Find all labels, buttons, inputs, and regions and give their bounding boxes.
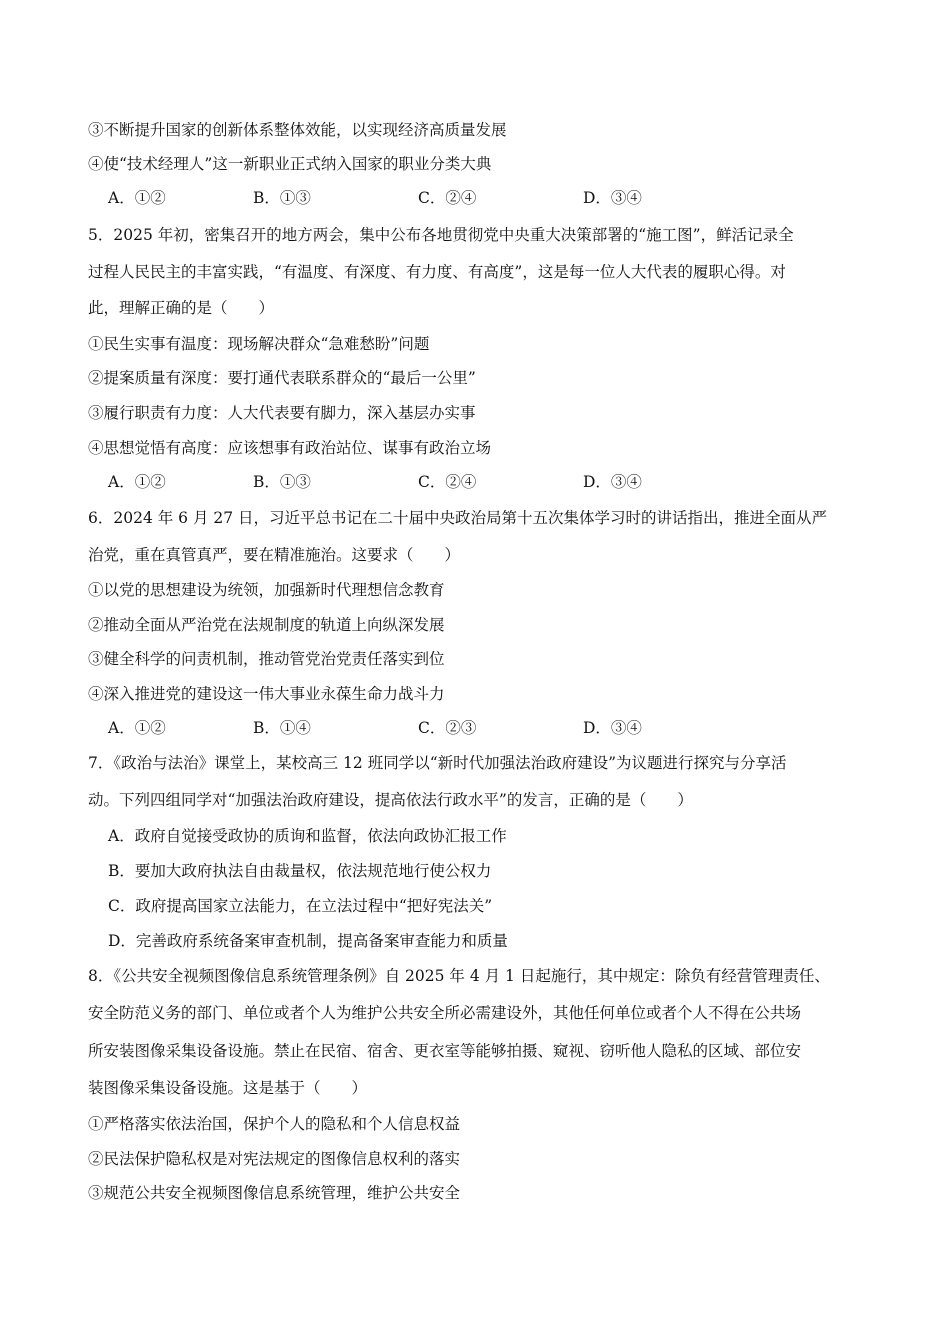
q6-option-a: A．①② — [108, 719, 166, 737]
q7-stem-line-1: 7．《政治与法治》课堂上，某校高三 12 班同学以“新时代加强法治政府建设”为议题进行探究与分享活 — [88, 754, 787, 772]
q8-item-3: ③规范公共安全视频图像信息系统管理，维护公共安全 — [88, 1184, 461, 1202]
q6-option-b: B．①④ — [253, 719, 311, 737]
q7-choice-a: A．政府自觉接受政协的质询和监督，依法向政协汇报工作 — [108, 827, 507, 845]
q4-option-a: A．①② — [108, 189, 166, 207]
q6-item-1: ①以党的思想建设为统领，加强新时代理想信念教育 — [88, 581, 445, 599]
q4-option-c: C．②④ — [418, 189, 477, 207]
q4-item-3: ③不断提升国家的创新体系整体效能，以实现经济高质量发展 — [88, 121, 507, 139]
q7-choice-d: D．完善政府系统备案审查机制，提高备案审查能力和质量 — [108, 932, 508, 950]
q8-stem-line-4: 装图像采集设备设施。这是基于（ ） — [88, 1079, 368, 1097]
q6-option-d: D．③④ — [583, 719, 642, 737]
q8-stem-line-1: 8．《公共安全视频图像信息系统管理条例》自 2025 年 4 月 1 日起施行，其中规定：除负有经营管理责任、 — [88, 967, 830, 985]
q5-stem-line-2: 过程人民民主的丰富实践，“有温度、有深度、有力度、有高度”，这是每一位人大代表的履职心得。对 — [88, 263, 786, 281]
q5-stem-line-3: 此，理解正确的是（ ） — [88, 299, 275, 317]
q6-item-2: ②推动全面从严治党在法规制度的轨道上向纵深发展 — [88, 616, 445, 634]
q5-item-4: ④思想觉悟有高度：应该想事有政治站位、谋事有政治立场 — [88, 439, 492, 457]
q8-stem-line-3: 所安装图像采集设备设施。禁止在民宿、宿舍、更衣室等能够拍摄、窥视、窃听他人隐私的区域、部位安 — [88, 1042, 802, 1060]
q5-option-a: A．①② — [108, 473, 166, 491]
q5-item-1: ①民生实事有温度：现场解决群众“急难愁盼”问题 — [88, 335, 430, 353]
q8-item-2: ②民法保护隐私权是对宪法规定的图像信息权利的落实 — [88, 1150, 461, 1168]
q5-item-3: ③履行职责有力度：人大代表要有脚力，深入基层办实事 — [88, 404, 476, 422]
q5-stem-line-1: 5．2025 年初，密集召开的地方两会，集中公布各地贯彻党中央重大决策部署的“施工图”，鲜活记录全 — [88, 226, 794, 244]
q5-item-2: ②提案质量有深度：要打通代表联系群众的“最后一公里” — [88, 369, 476, 387]
q6-option-c: C．②③ — [418, 719, 477, 737]
q4-option-b: B．①③ — [253, 189, 311, 207]
q5-option-c: C．②④ — [418, 473, 477, 491]
q5-option-d: D．③④ — [583, 473, 642, 491]
q5-option-b: B．①③ — [253, 473, 311, 491]
q6-item-4: ④深入推进党的建设这一伟大事业永葆生命力战斗力 — [88, 685, 445, 703]
q8-stem-line-2: 安全防范义务的部门、单位或者个人为维护公共安全所必需建设外，其他任何单位或者个人不得在公共场 — [88, 1004, 802, 1022]
q6-stem-line-1: 6．2024 年 6 月 27 日，习近平总书记在二十届中央政治局第十五次集体学习时的讲话指出，推进全面从严 — [88, 509, 828, 527]
q7-choice-b: B．要加大政府执法自由裁量权，依法规范地行使公权力 — [108, 862, 492, 880]
q4-item-4: ④使“技术经理人”这一新职业正式纳入国家的职业分类大典 — [88, 155, 492, 173]
q8-item-1: ①严格落实依法治国，保护个人的隐私和个人信息权益 — [88, 1115, 461, 1133]
q6-stem-line-2: 治党，重在真管真严，要在精准施治。这要求（ ） — [88, 546, 461, 564]
q6-item-3: ③健全科学的问责机制，推动管党治党责任落实到位 — [88, 650, 445, 668]
q7-choice-c: C．政府提高国家立法能力，在立法过程中“把好宪法关” — [108, 897, 493, 915]
q4-option-d: D．③④ — [583, 189, 642, 207]
q7-stem-line-2: 动。下列四组同学对“加强法治政府建设，提高依法行政水平”的发言，正确的是（ ） — [88, 791, 693, 809]
